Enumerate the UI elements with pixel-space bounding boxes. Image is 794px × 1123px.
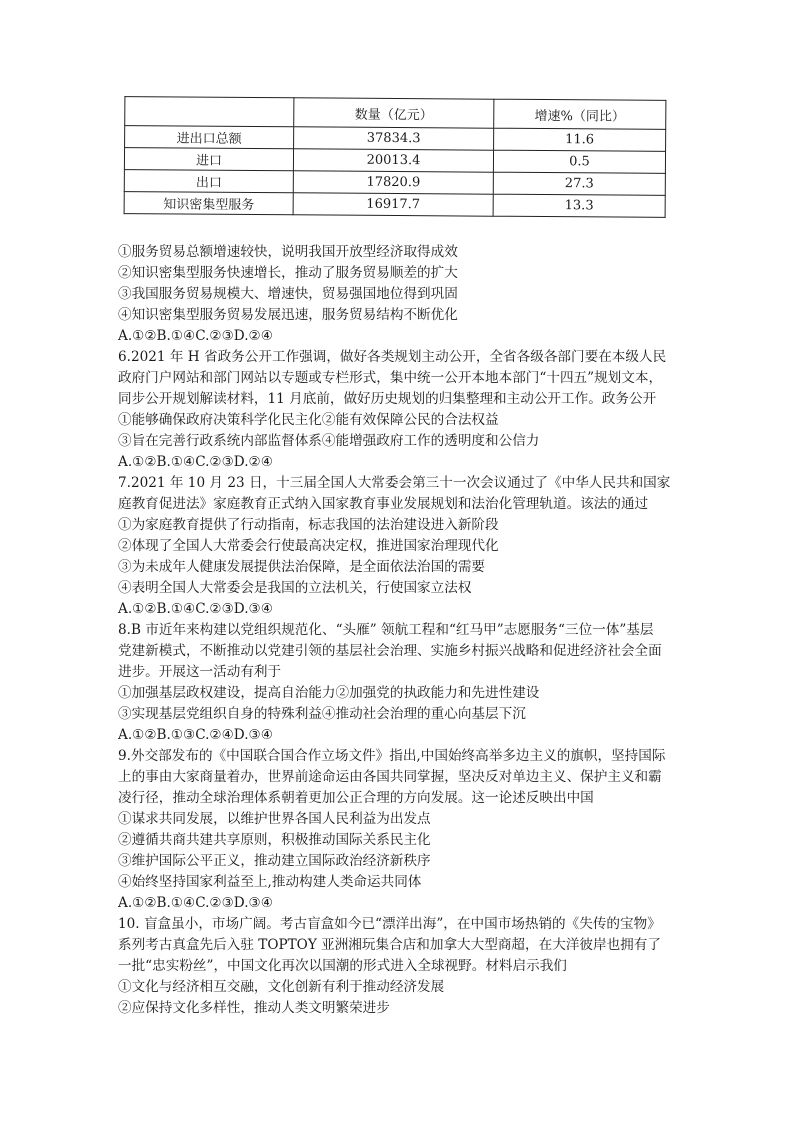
text-line: ②应保持文化多样性，推动人类文明繁荣进步 [118, 1000, 390, 1016]
table-cell: 11.6 [494, 128, 666, 151]
text-line: ①加强基层政权建设，提高自治能力②加强党的执政能力和先进性建设 [118, 685, 540, 701]
question-text: 党建新模式，不断推动以党建引领的基层社会治理、实施乡村振兴战略和促进经济社会全面 [118, 643, 662, 659]
table-cell: 16917.7 [293, 193, 493, 216]
table-row-label: 进口 [124, 148, 293, 171]
table-header-cell [125, 97, 294, 127]
question-text: 凌行径，推动全球治理体系朝着更加公正合理的方向发展。这一论述反映出中国 [118, 790, 594, 806]
text-line: ③为未成年人健康发展提供法治保障，是全面依法治国的需要 [118, 559, 486, 575]
question-text: 庭教育促进法》家庭教育正式纳入国家教育事业发展规划和法治化管理轨道。该法的通过 [118, 496, 649, 512]
text-line: ①为家庭教育提供了行动指南，标志我国的法治建设进入新阶段 [118, 517, 499, 533]
table-header-cell: 增速%（同比） [494, 99, 666, 129]
question-text: 系列考古真盒先后入驻 TOPTOY 亚洲湘玩集合店和加拿大大型商超，在大洋彼岸也拥有了 [118, 937, 661, 953]
question-text: 一批“忠实粉丝”，中国文化再次以国潮的形式进入全球视野。材料启示我们 [118, 958, 567, 974]
question-text: 进步。开展这一活动有利于 [118, 664, 282, 680]
question-text: 政府门户网站和部门网站以专题或专栏形式，集中统一公开本地本部门“十四五”规划文本， [118, 370, 663, 386]
question-text: 7.2021 年 10 月 23 日，十三届全国人大常委会第三十一次会议通过了《中华人民共和国家 [118, 475, 671, 491]
text-line: ③旨在完善行政系统内部监督体系④能增强政府工作的透明度和公信力 [118, 433, 540, 449]
question-text: 8.B 市近年来构建以党组织规范化、“头雁” 领航工程和“红马甲”志愿服务“三位一体”基层 [118, 622, 654, 638]
table-header-row [125, 97, 666, 130]
text-line: ①服务贸易总额增速较快，说明我国开放型经济取得成效 [118, 244, 458, 260]
text-line: ③我国服务贸易规模大、增速快，贸易强国地位得到巩固 [118, 286, 458, 302]
trade-statistics-table [124, 96, 667, 218]
table-cell: 0.5 [493, 150, 665, 173]
text-line: ①谋求共同发展，以维护世界各国人民利益为出发点 [118, 811, 431, 827]
answer-options: A.①②B.①④C.②③D.③④ [118, 601, 273, 617]
question-text: 上的事由大家商量着办，世界前途命运由各国共同掌握，坚决反对单边主义、保护主义和霸 [118, 769, 662, 785]
text-line: ②知识密集型服务快速增长，推动了服务贸易顺差的扩大 [118, 265, 458, 281]
text-line: ④始终坚持国家利益至上,推动构建人类命运共同体 [118, 874, 422, 890]
question-text: 同步公开规划解读材料，11 月底前，做好历史规划的归集整理和主动公开工作。政务公开 [118, 391, 657, 407]
table-row-label: 知识密集型服务 [124, 192, 293, 215]
answer-options: A.①②B.①④C.②③D.②④ [118, 454, 273, 470]
text-line: ②体现了全国人大常委会行使最高决定权，推进国家治理现代化 [118, 538, 499, 554]
text-line: ④知识密集型服务贸易发展迅速，服务贸易结构不断优化 [118, 307, 458, 323]
text-line: ③实现基层党组织自身的特殊利益④推动社会治理的重心向基层下沉 [118, 706, 526, 722]
table-row-label: 出口 [124, 170, 293, 193]
table-cell: 20013.4 [294, 149, 494, 172]
question-text: 6.2021 年 H 省政务公开工作强调，做好各类规划主动公开，全省各级各部门要在本级人民 [118, 349, 667, 365]
answer-options: A.①②B.①④C.②③D.③④ [118, 895, 273, 911]
text-line: ①能够确保政府决策科学化民主化②能有效保障公民的合法权益 [118, 412, 499, 428]
table-cell: 37834.3 [294, 127, 494, 150]
table-cell: 13.3 [493, 194, 665, 217]
question-text: 9.外交部发布的《中国联合国合作立场文件》指出,中国始终高举多边主义的旗帜，坚持国际 [118, 748, 666, 764]
table-cell: 17820.9 [293, 171, 493, 194]
table-cell: 27.3 [493, 172, 665, 195]
text-line: ③维护国际公平正义，推动建立国际政治经济新秩序 [118, 853, 431, 869]
text-line: ④表明全国人大常委会是我国的立法机关，行使国家立法权 [118, 580, 472, 596]
answer-options: A.①②B.①④C.②③D.②④ [118, 328, 273, 344]
answer-options: A.①②B.①③C.②④D.③④ [118, 727, 273, 743]
question-text: 10. 盲盒虽小，市场广阔。考古盲盒如今已“漂洋出海”，在中国市场热销的《失传的宝物》 [118, 916, 661, 932]
text-line: ②遵循共商共建共享原则，积极推动国际关系民主化 [118, 832, 431, 848]
table-row-label: 进出口总额 [125, 126, 294, 149]
text-line: ①文化与经济相互交融，文化创新有利于推动经济发展 [118, 979, 445, 995]
table-header-cell: 数量（亿元） [294, 98, 494, 128]
table-row [124, 192, 665, 218]
